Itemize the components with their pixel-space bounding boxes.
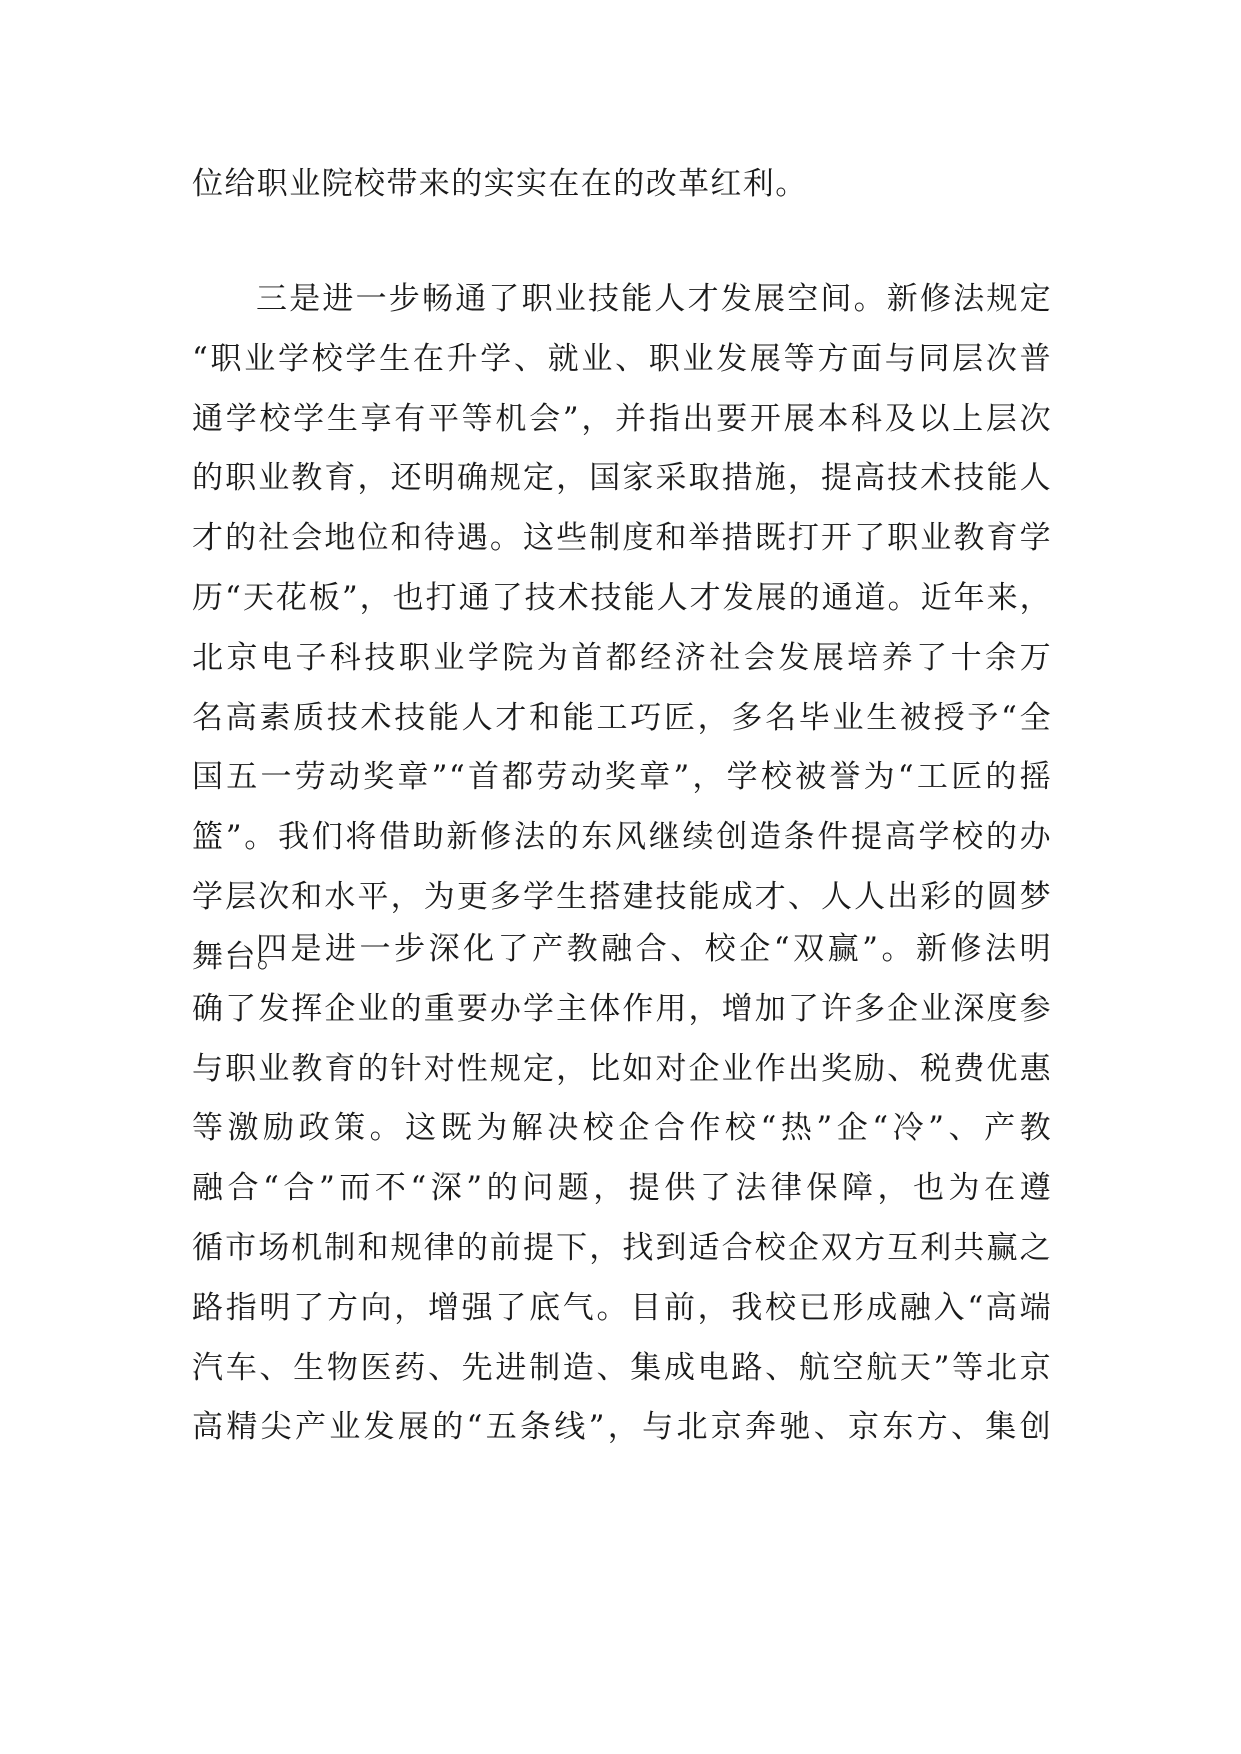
paragraph-continuation — [192, 155, 1052, 215]
text-line: 历“天花板”，也打通了技术技能人才发展的通道。近年来， — [192, 579, 1052, 616]
text-line: 融合“合”而不“深”的问题，提供了法律保障，也为在遵 — [192, 1170, 1052, 1207]
text-line: 与职业教育的针对性规定，比如对企业作出奖励、税费优惠 — [192, 1050, 1052, 1087]
text-line: 国五一劳动奖章”“首都劳动奖章”，学校被誉为“工匠的摇 — [192, 759, 1052, 796]
text-line: 名高素质技术技能人才和能工巧匠，多名毕业生被授予“全 — [192, 699, 1052, 736]
text-line: 学层次和水平，为更多学生搭建技能成才、人人出彩的圆梦 — [192, 878, 1052, 915]
text-line: 篮”。我们将借助新修法的东风继续创造条件提高学校的办 — [192, 819, 1052, 856]
text-line: 北京电子科技职业学院为首都经济社会发展培养了十余万 — [192, 639, 1052, 676]
text-line: 路指明了方向，增强了底气。目前，我校已形成融入“高端 — [192, 1289, 1052, 1326]
text-line: 的职业教育，还明确规定，国家采取措施，提高技术技能人 — [192, 460, 1052, 497]
text-line: 确了发挥企业的重要办学主体作用，增加了许多企业深度参 — [192, 990, 1052, 1027]
paragraph-point-three — [192, 270, 1052, 988]
text-line: 等激励政策。这既为解决校企合作校“热”企“冷”、产教 — [192, 1110, 1052, 1147]
text-line: 循市场机制和规律的前提下，找到适合校企双方互利共赢之 — [192, 1229, 1052, 1266]
text-line: 高精尖产业发展的“五条线”，与北京奔驰、京东方、集创 — [192, 1409, 1052, 1446]
text-line: “职业学校学生在升学、就业、职业发展等方面与同层次普 — [192, 340, 1052, 377]
text-line: 汽车、生物医药、先进制造、集成电路、航空航天”等北京 — [192, 1349, 1052, 1386]
text-line: 三是进一步畅通了职业技能人才发展空间。新修法规定 — [256, 281, 1052, 317]
text-line: 通学校学生享有平等机会”，并指出要开展本科及以上层次 — [192, 400, 1052, 437]
paragraph-point-four — [192, 920, 1052, 1458]
text-line: 舞台。 — [192, 938, 290, 975]
text-line: 位给职业院校带来的实实在在的改革红利。 — [192, 166, 808, 202]
text-line: 才的社会地位和待遇。这些制度和举措既打开了职业教育学 — [192, 520, 1052, 557]
text-line: 四是进一步深化了产教融合、校企“双赢”。新修法明 — [256, 931, 1052, 967]
